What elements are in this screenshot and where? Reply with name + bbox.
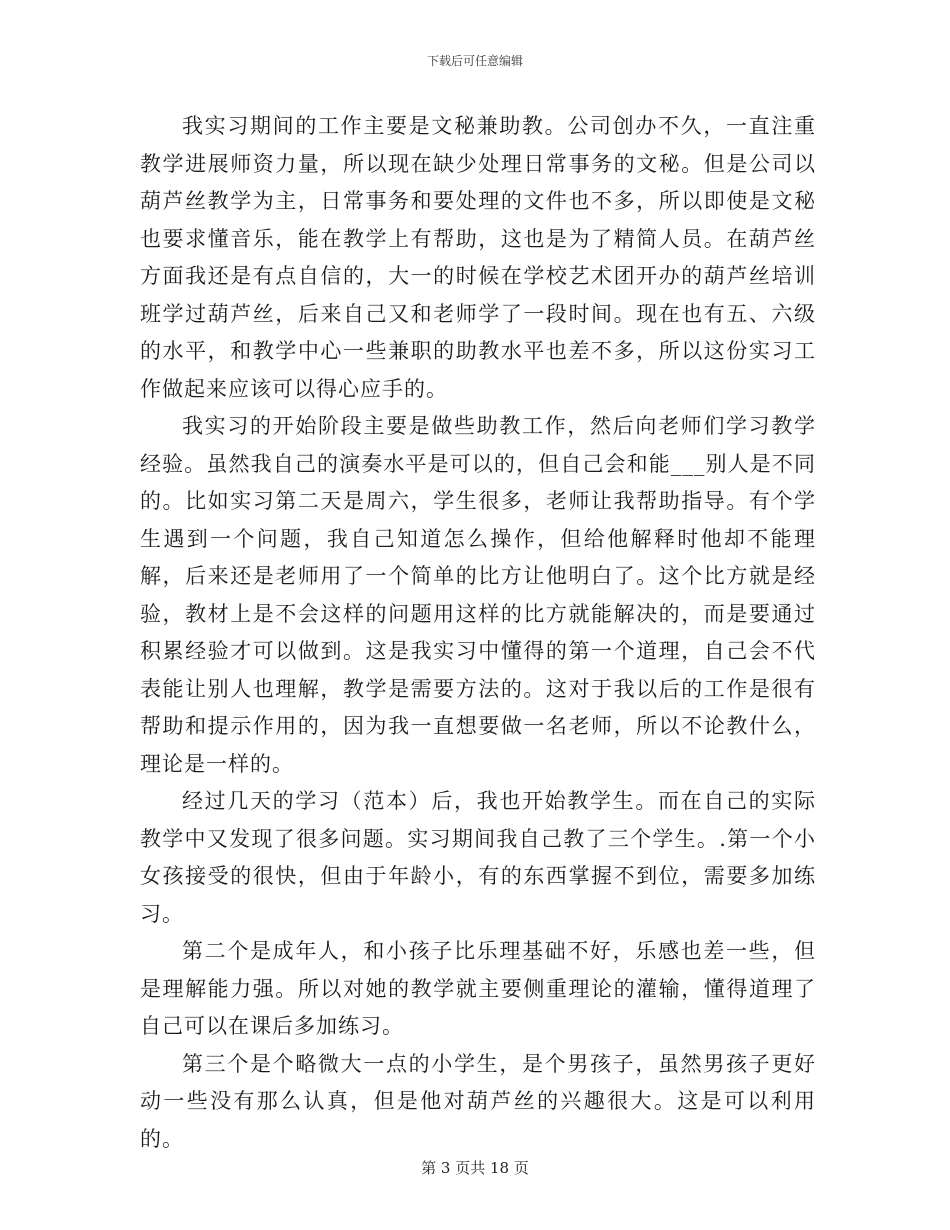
page-number: 第 3 页共 18 页 xyxy=(421,1159,529,1177)
paragraph-second-student: 第二个是成年人，和小孩子比乐理基础不好，乐感也差一些，但是理解能力强。所以对她的教学就主要侧重理论的灌输，懂得道理了自己可以在课后多加练习。 xyxy=(140,939,816,1038)
page-header: 下载后可任意编辑 xyxy=(426,54,523,68)
document-body xyxy=(140,108,816,1158)
paragraph-teaching-assistant: 我实习的开始阶段主要是做些助教工作，然后向老师们学习教学经验。虽然我自己的演奏水平是可以的，但自己会和能___别人是不同的。比如实习第二天是周六，学生很多，老师让我帮助指导。有个学生遇到一个问题，我自己知道怎么操作，但给他解释时他却不能理解，后来还是老师用了一个简单的比方让他明白了。这个比方就是经验，教材上是不会这样的问题用这样的比方就能解决的，而是要通过积累经验才可以做到。这是我实习中懂得的第一个道理，自己会不代表能让别人也理解，教学是需要方法的。这对于我以后的工作是很有帮助和提示作用的，因为我一直想要做一名老师，所以不论教什么，理论是一样的。 xyxy=(140,414,816,776)
paragraph-work-duties: 我实习期间的工作主要是文秘兼助教。公司创办不久，一直注重教学进展师资力量，所以现在缺少处理日常事务的文秘。但是公司以葫芦丝教学为主，日常事务和要处理的文件也不多，所以即使是文秘也要求懂音乐，能在教学上有帮助，这也是为了精简人员。在葫芦丝方面我还是有点自信的，大一的时候在学校艺术团开办的葫芦丝培训班学过葫芦丝，后来自己又和老师学了一段时间。现在也有五、六级的水平，和教学中心一些兼职的助教水平也差不多，所以这份实习工作做起来应该可以得心应手的。 xyxy=(140,114,816,401)
paragraph-third-student: 第三个是个略微大一点的小学生，是个男孩子，虽然男孩子更好动一些没有那么认真，但是他对葫芦丝的兴趣很大。这是可以利用的。 xyxy=(140,1051,816,1151)
paragraph-start-teaching: 经过几天的学习（范本）后，我也开始教学生。而在自己的实际教学中又发现了很多问题。实习期间我自己教了三个学生。.第一个小女孩接受的很快，但由于年龄小，有的东西掌握不到位，需要多加练习。 xyxy=(140,789,816,926)
